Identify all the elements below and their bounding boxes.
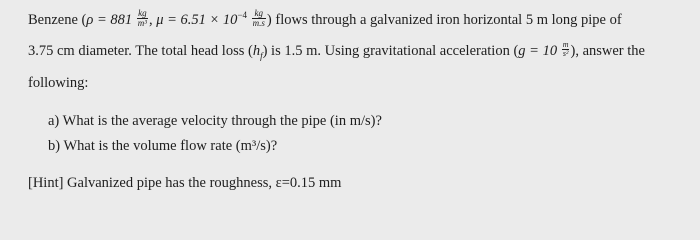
viscosity-value: μ = 6.51 × 10 (156, 12, 238, 28)
text-diameter: 3.75 cm diameter. The total head loss ( (28, 43, 253, 59)
text-answer-the: ), answer the (570, 43, 645, 59)
head-loss-symbol: h (252, 43, 261, 59)
text-benzene: Benzene ( (28, 12, 87, 28)
question-b: b) What is the volume flow rate (m³/s)? (48, 138, 278, 154)
density-value: ρ = 881 (86, 12, 133, 28)
head-loss-subscript: f (260, 50, 263, 61)
hint-text: [Hint] Galvanized pipe has the roughness, ε=0.15 mm (28, 175, 342, 191)
density-unit-denominator: m³ (137, 18, 147, 29)
text-flow-description: ) flows through a galvanized iron horizontal 5 m long pipe of (266, 12, 622, 28)
problem-line-3: following: (28, 75, 89, 91)
viscosity-unit-numerator: kg (252, 9, 266, 19)
problem-line-2 (28, 42, 645, 60)
density-unit-numerator: kg (138, 8, 147, 19)
text-comma: , (148, 12, 157, 28)
gravity-unit-numerator: m (562, 40, 569, 50)
viscosity-unit-denominator: m.s (252, 18, 265, 29)
gravity-unit-denominator: s² (562, 49, 569, 59)
problem-line-1 (28, 8, 622, 30)
gravity-unit-fraction (562, 41, 570, 58)
text-head-loss: ) is 1.5 m. Using gravitational acceleration ( (262, 43, 519, 59)
viscosity-unit-fraction (252, 9, 266, 28)
density-unit-fraction (137, 9, 148, 28)
question-a: a) What is the average velocity through the pipe (in m/s)? (48, 113, 382, 129)
gravity-value: g = 10 (518, 43, 558, 59)
viscosity-exponent: −4 (237, 10, 248, 21)
